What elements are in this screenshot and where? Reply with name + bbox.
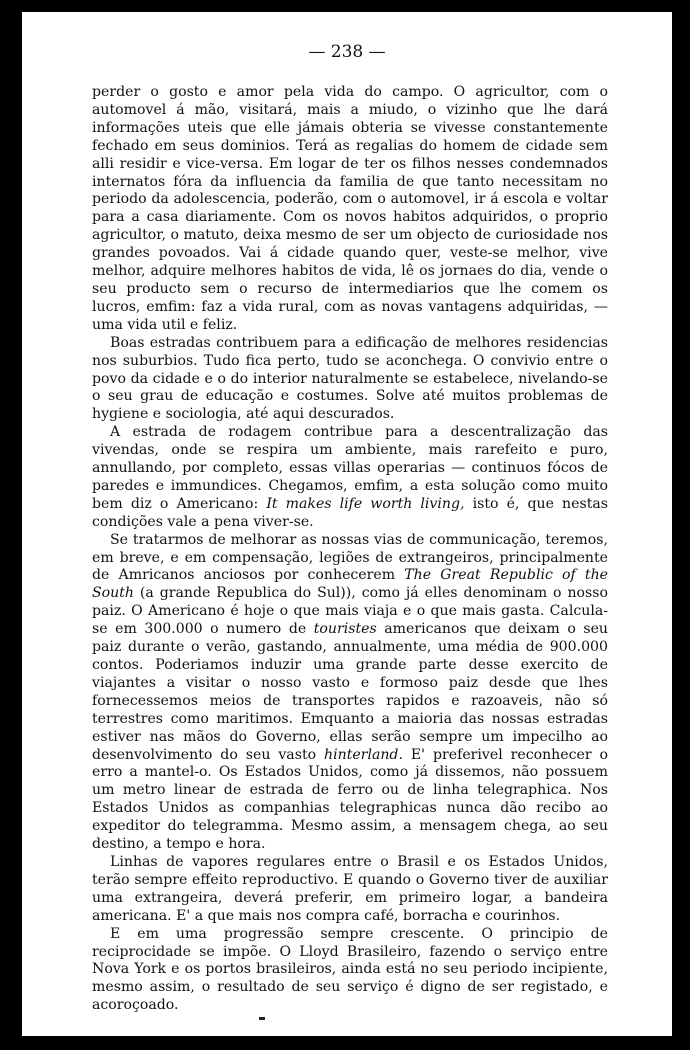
page-number: — 238 — — [308, 42, 386, 62]
italic-phrase: The Great Republic of the South — [92, 567, 609, 602]
italic-phrase: hinterland. — [324, 746, 403, 763]
paragraph: Se tratarmos de melhorar as nossas vias de communicação, teremos, em breve, e em compensação, legiões de extrangeiros, principalmente de Amricanos anciosos por conhecerem The Great Republic of the South (a grande Republica do Sul)), como já elles denominam o nosso paiz. O Americano é hoje o que mais viaja e o que mais gasta. Calcula-se em 300.000 o numero de touristes americanos que deixam o seu paiz durante o verão, gastando, annualmente, uma média de 900.000 contos. Poderiamos induzir uma grande parte desse exercito de viajantes a visitar o nosso vasto e formoso paiz desde que lhes fornecessemos meios de transportes rapidos e razoaveis, não só terrestres como maritimos. Emquanto a maioria das nossas estradas estiver nas mãos do Governo, ellas serão sempre um impecilho ao desenvolvimento do seu vasto hinterland. E' preferivel reconhecer o erro a mantel-o. Os Estados Unidos, como já dissemos, não possuem um metro linear de estrada de ferro ou de linha telegraphica. Nos Estados Unidos as companhias telegraphicas nunca dão recibo ao expeditor do telegramma. Mesmo assim, a mensagem chega, ao seu destino, a tempo e hora. — [92, 531, 609, 853]
paragraph: perder o gosto e amor pela vida do campo. O agricultor, com o automovel á mão, visitará, mais a miudo, o vizinho que lhe dará informações uteis que elle jámais obteria se vivesse constantemente fechado em seus dominios. Terá as regalias do homem de cidade sem alli residir e vice-versa. Em logar de ter os filhos nesses condemnados internatos fóra da influencia da familia de que tanto necessitam no periodo da adolescencia, poderão, com o automovel, ir á escola e voltar para a casa diariamente. Com os novos habitos adquiridos, o proprio agricultor, o matuto, deixa mesmo de ser um objecto de curiosidade nos grandes povoados. Vai á cidade quando quer, veste-se melhor, vive melhor, adquire melhores habitos de vida, lê os jornaes do dia, vende o seu producto sem o recurso de intermediarios que lhe comem os lucros, emfim: faz a vida rural, com as novas vantagens adquiridas, — uma vida util e feliz. — [92, 84, 608, 333]
italic-phrase: It makes life worth living, — [266, 495, 465, 512]
book-page — [22, 12, 672, 1036]
footer-mark — [259, 1017, 265, 1020]
paragraph: A estrada de rodagem contribue para a descentralização das vivendas, onde se respira um ambiente, mais rarefeito e puro, annullando, por completo, essas villas operarias — continuos fócos de paredes e immundices. Chegamos, emfim, a esta solução como muito bem diz o Americano: It makes life worth living, isto é, que nestas condições vale a pena viver-se. — [92, 424, 608, 530]
body-text — [92, 84, 608, 1015]
paragraph: Boas estradas contribuem para a edificação de melhores residencias nos suburbios. Tudo fica perto, tudo se aconchega. O convivio entre o povo da cidade e o do interior naturalmente se estabelece, nivelando-se o seu grau de educação e costumes. Solve até muitos problemas de hygiene e sociologia, até aqui descurados. — [92, 334, 608, 423]
paragraph: E em uma progressão sempre crescente. O principio de reciprocidade se impõe. O Lloyd Brasileiro, fazendo o serviço entre Nova York e os portos brasileiros, ainda está no seu periodo incipiente, mesmo assim, o resultado de seu serviço é digno de ser registado, e acoroçoado. — [92, 925, 608, 1014]
italic-phrase: touristes — [313, 621, 377, 638]
paragraph: Linhas de vapores regulares entre o Brasil e os Estados Unidos, terão sempre effeito reproductivo. E quando o Governo tiver de auxiliar uma extrangeira, deverá preferir, em primeiro logar, a bandeira americana. E' a que mais nos compra café, borracha e courinhos. — [92, 853, 608, 924]
